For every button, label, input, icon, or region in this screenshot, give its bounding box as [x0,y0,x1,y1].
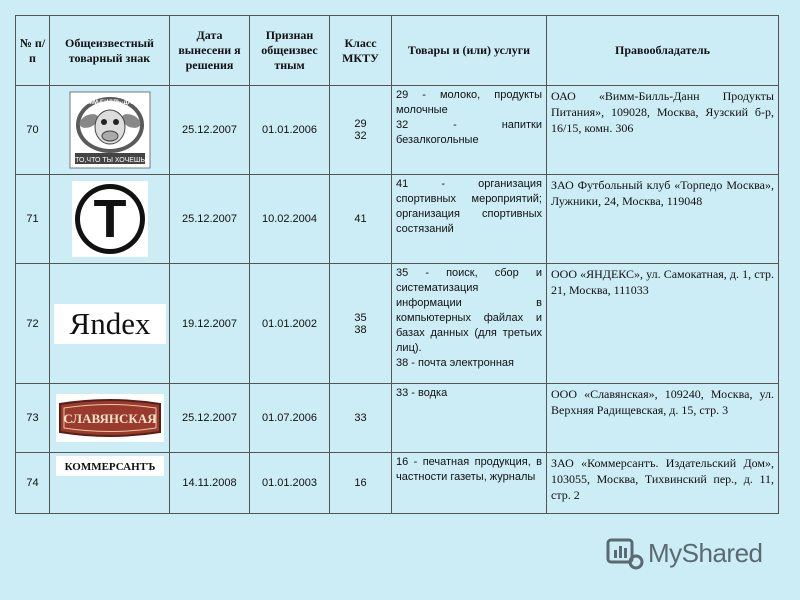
row-num: 72 [16,264,50,384]
watermark-text: MyShared [648,537,763,568]
header-num: № п/п [16,16,50,86]
header-recognized: Признан общеизвес тным [250,16,330,86]
slavyanskaya-logo [53,387,166,449]
wbd-cow-logo-icon [69,91,151,169]
holder-cell: ООО «ЯНДЕКС», ул. Самокатная, д. 1, стр. 21, Москва, 111033 [547,264,779,384]
mktu-class [330,264,392,384]
header-class: Класс МКТУ [330,16,392,86]
decision-date: 14.11.2008 [170,453,250,514]
myshared-logo-icon [606,536,644,570]
goods-cell [392,384,547,453]
table-row [16,175,779,264]
torpedo-t-logo-icon [71,180,149,258]
trademark-table-wrapper [15,15,778,514]
table-row [16,453,779,514]
svg-text:КОММЕРСАНТЪ: КОММЕРСАНТЪ [64,461,155,473]
trademark-logo-cell [50,453,170,514]
goods-text: 16 - печатная продукция, в частности газеты, журналы [396,456,542,483]
goods-cell [392,86,547,175]
kommersant-wordmark-icon [56,456,164,476]
myshared-watermark [606,536,763,570]
holder-cell: ООО «Славянская», 109240, Москва, ул. Верхняя Радищевская, д. 15, стр. 3 [547,384,779,453]
header-mark: Общеизвестный товарный знак [50,16,170,86]
svg-text:Т: Т [93,189,126,249]
torpedo-logo [53,178,166,260]
decision-date: 25.12.2007 [170,384,250,453]
goods-text: 29 - молоко, продукты молочные 32 - напитки безалкогольные [396,89,542,146]
svg-text:СЛАВЯНСКАЯ: СЛАВЯНСКАЯ [62,411,157,426]
header-goods: Товары и (или) услуги [392,16,547,86]
header-decision-date: Дата вынесени я решения [170,16,250,86]
mktu-class-value: 29 32 [354,118,367,142]
trademark-logo-cell [50,264,170,384]
goods-cell [392,175,547,264]
recognized-date: 01.07.2006 [250,384,330,453]
mktu-class-value: 35 38 [354,311,367,336]
decision-date: 19.12.2007 [170,264,250,384]
recognized-date: 01.01.2002 [250,264,330,384]
mktu-class [330,86,392,175]
wbd-logo [53,89,166,171]
goods-cell [392,264,547,384]
mktu-class [330,453,392,514]
table-row [16,264,779,384]
header-row [16,16,779,86]
trademark-logo-cell [50,86,170,175]
mktu-class [330,175,392,264]
decision-date: 25.12.2007 [170,175,250,264]
goods-text: 33 - водка [396,387,448,399]
recognized-date: 10.02.2004 [250,175,330,264]
slavyanskaya-banner-icon [56,394,164,442]
holder-cell: ЗАО «Коммерсантъ. Издательский Дом», 103055, Москва, Тихвинский пер., д. 11, стр. 2 [547,453,779,514]
mktu-class [330,384,392,453]
trademark-table [15,15,779,514]
goods-text: 35 - поиск, сбор и систематизация информации в компьютерных файлах и базах данных (для третьих лиц). 38 - почта электронная [396,267,542,369]
table-row [16,384,779,453]
goods-text: 41 - организация спортивных мероприятий; организация спортивных состязаний [396,178,542,235]
recognized-date: 01.01.2003 [250,453,330,514]
row-num: 70 [16,86,50,175]
kommersant-logo [53,456,166,476]
mktu-class-value: 41 [354,213,367,225]
table-row [16,86,779,175]
goods-cell [392,453,547,514]
row-num: 74 [16,453,50,514]
svg-text:ТО,ЧТО ТЫ ХОЧЕШЬ: ТО,ЧТО ТЫ ХОЧЕШЬ [74,157,145,164]
mktu-class-value: 16 [354,477,367,489]
svg-text:ВИММ-БИЛЛЬ-ДАНН: ВИММ-БИЛЛЬ-ДАНН [78,100,141,106]
header-holder: Правообладатель [547,16,779,86]
row-num: 73 [16,384,50,453]
yandex-wordmark-icon [54,304,166,344]
recognized-date: 01.01.2006 [250,86,330,175]
holder-cell: ЗАО Футбольный клуб «Торпедо Москва», Лужники, 24, Москва, 119048 [547,175,779,264]
row-num: 71 [16,175,50,264]
trademark-logo-cell [50,384,170,453]
yandex-logo [53,267,166,380]
trademark-logo-cell [50,175,170,264]
mktu-class-value: 33 [354,412,367,424]
svg-text:Яndex: Яndex [69,305,150,341]
decision-date: 25.12.2007 [170,86,250,175]
holder-cell: ОАО «Вимм-Билль-Данн Продукты Питания», 109028, Москва, Яузский б-р, 16/15, комн. 306 [547,86,779,175]
